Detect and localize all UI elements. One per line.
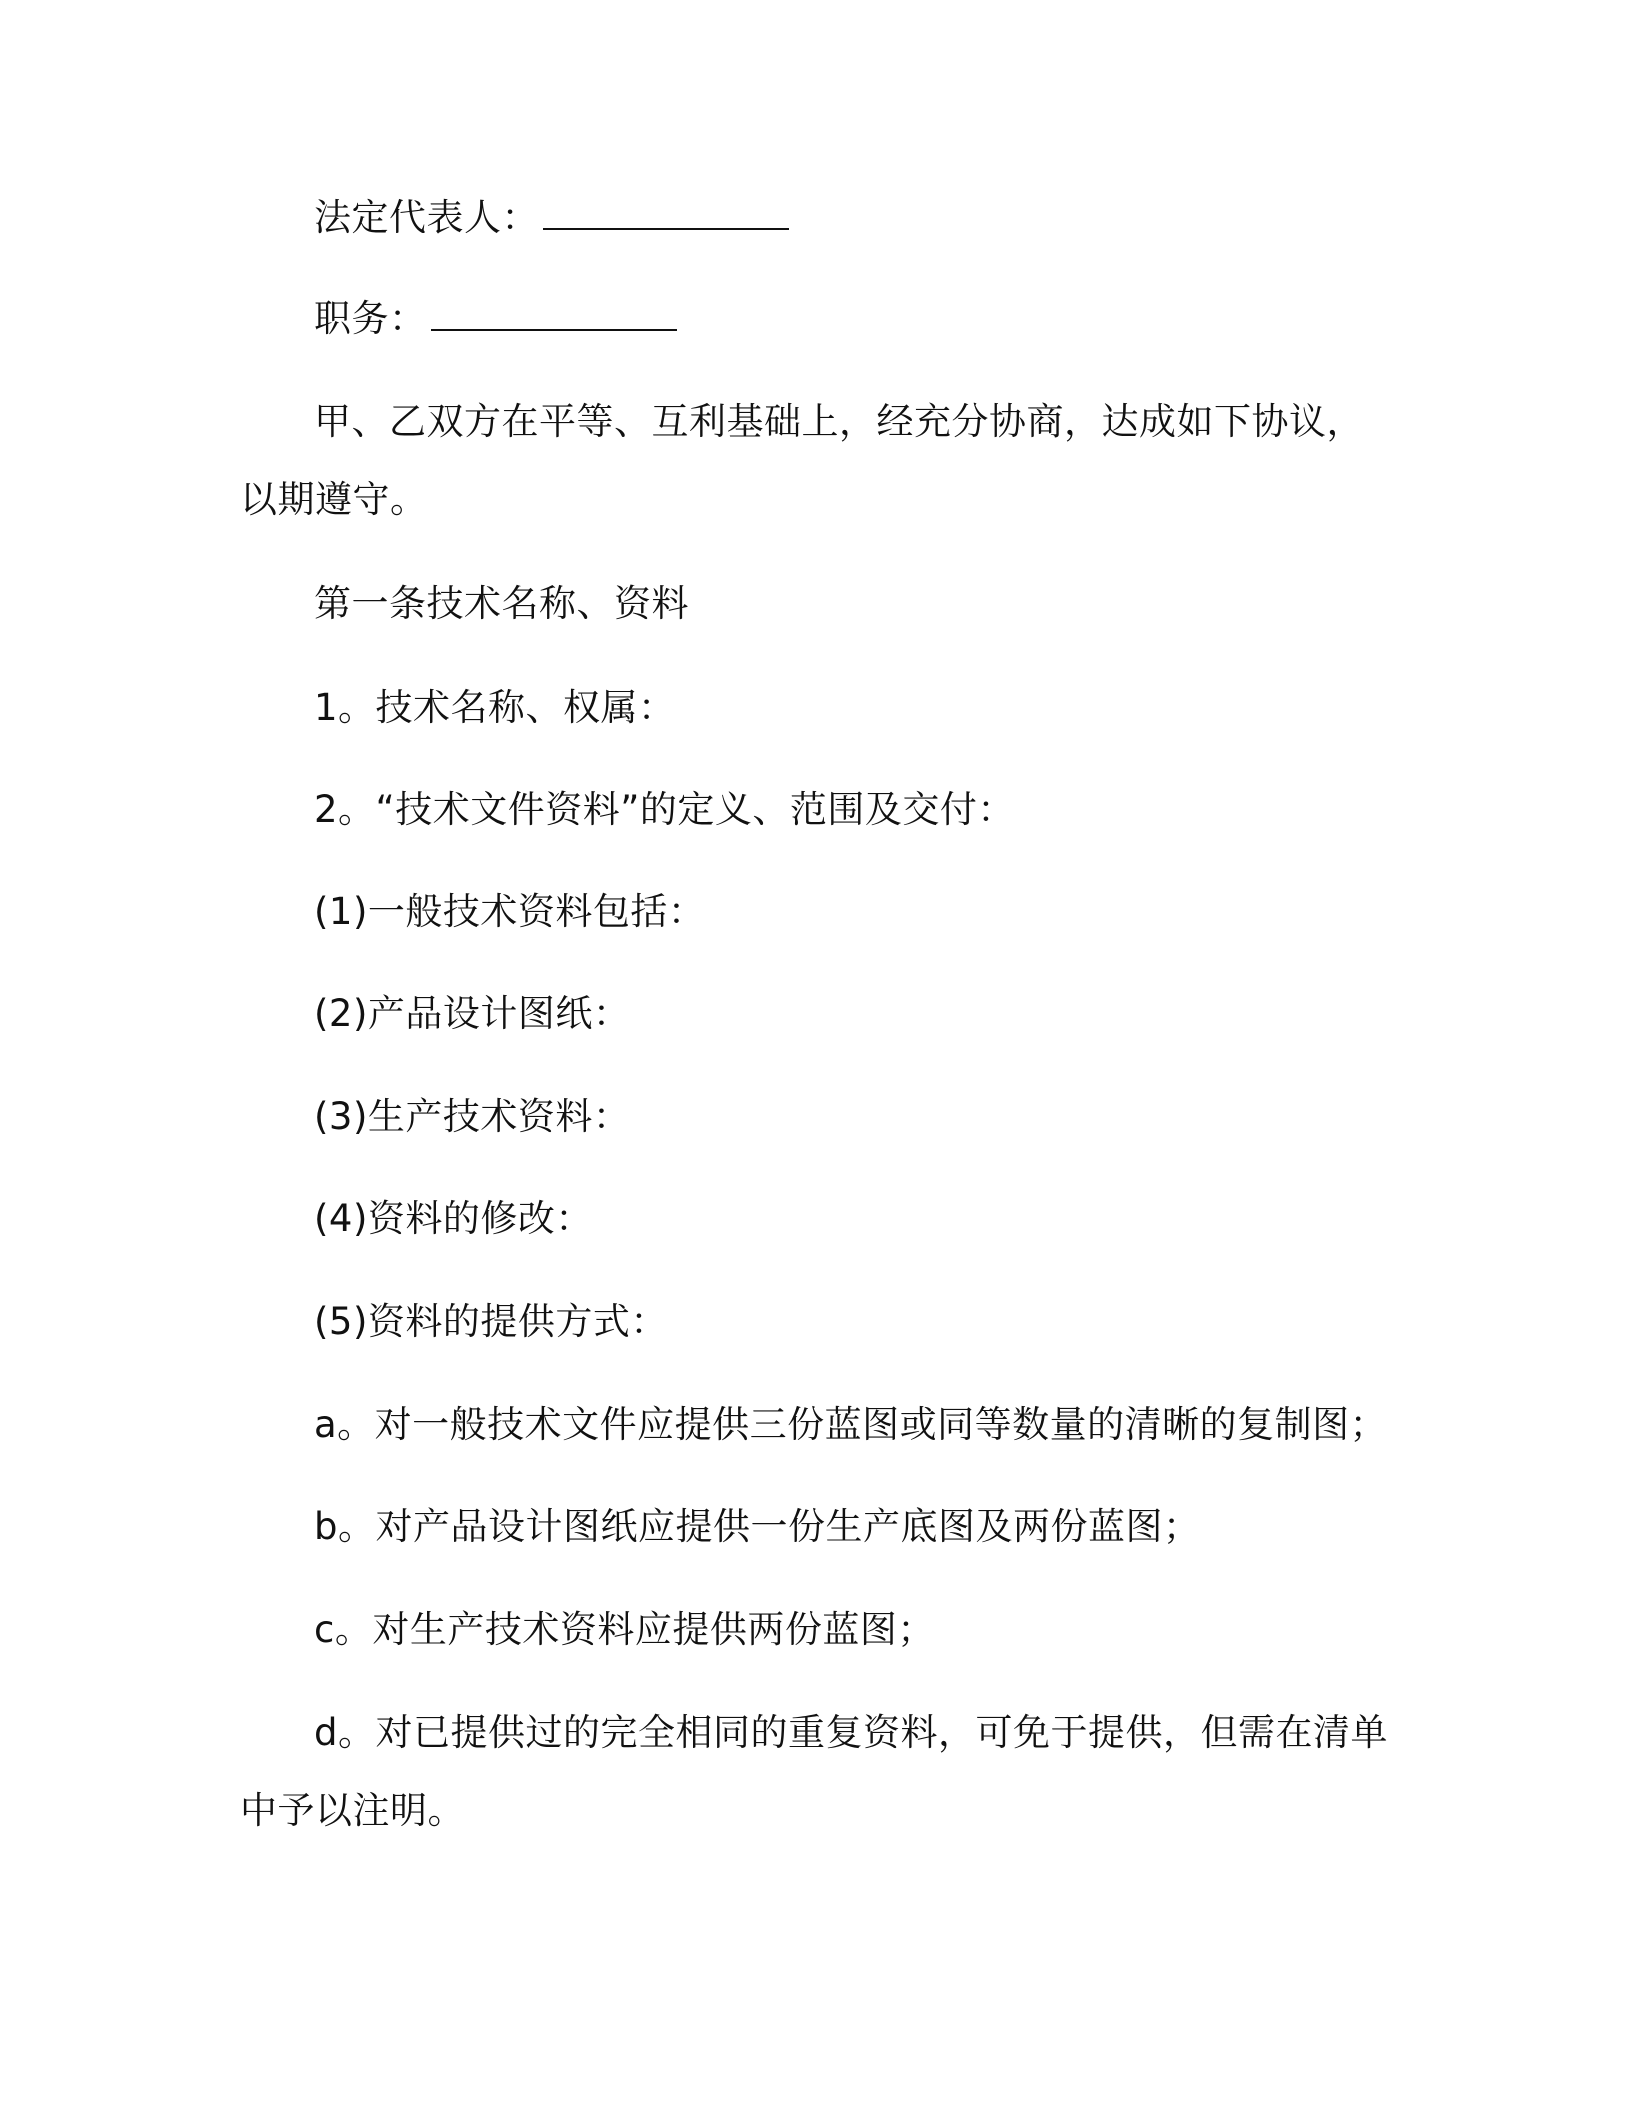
- intro-paragraph-line-1: 甲、乙双方在平等、互利基础上，经充分协商，达成如下协议，: [314, 400, 1364, 443]
- sub-item-3: (3)生产技术资料：: [314, 1095, 631, 1138]
- clause-item-2: 2。“技术文件资料”的定义、范围及交付：: [314, 788, 1015, 831]
- sub-item-5: (5)资料的提供方式：: [314, 1300, 668, 1343]
- point-a: a。对一般技术文件应提供三份蓝图或同等数量的清晰的复制图；: [314, 1403, 1388, 1446]
- sub-item-2: (2)产品设计图纸：: [314, 992, 631, 1035]
- legal-representative-line: [314, 194, 789, 242]
- intro-paragraph-line-2: 以期遵守。: [240, 478, 428, 521]
- legal-representative-label: 法定代表人：: [314, 196, 539, 239]
- sub-item-4: (4)资料的修改：: [314, 1197, 593, 1240]
- position-line: [314, 295, 677, 343]
- point-b: b。对产品设计图纸应提供一份生产底图及两份蓝图；: [314, 1505, 1201, 1548]
- point-c: c。对生产技术资料应提供两份蓝图；: [314, 1608, 935, 1651]
- point-d-line-2: 中予以注明。: [240, 1789, 465, 1832]
- position-blank: [431, 297, 677, 331]
- sub-item-1: (1)一般技术资料包括：: [314, 890, 706, 933]
- article-heading: 第一条技术名称、资料: [314, 582, 689, 625]
- position-label: 职务：: [314, 297, 427, 340]
- clause-item-1: 1。技术名称、权属：: [314, 686, 676, 729]
- legal-representative-blank: [543, 196, 789, 230]
- point-d-line-1: d。对已提供过的完全相同的重复资料，可免于提供，但需在清单: [314, 1711, 1388, 1754]
